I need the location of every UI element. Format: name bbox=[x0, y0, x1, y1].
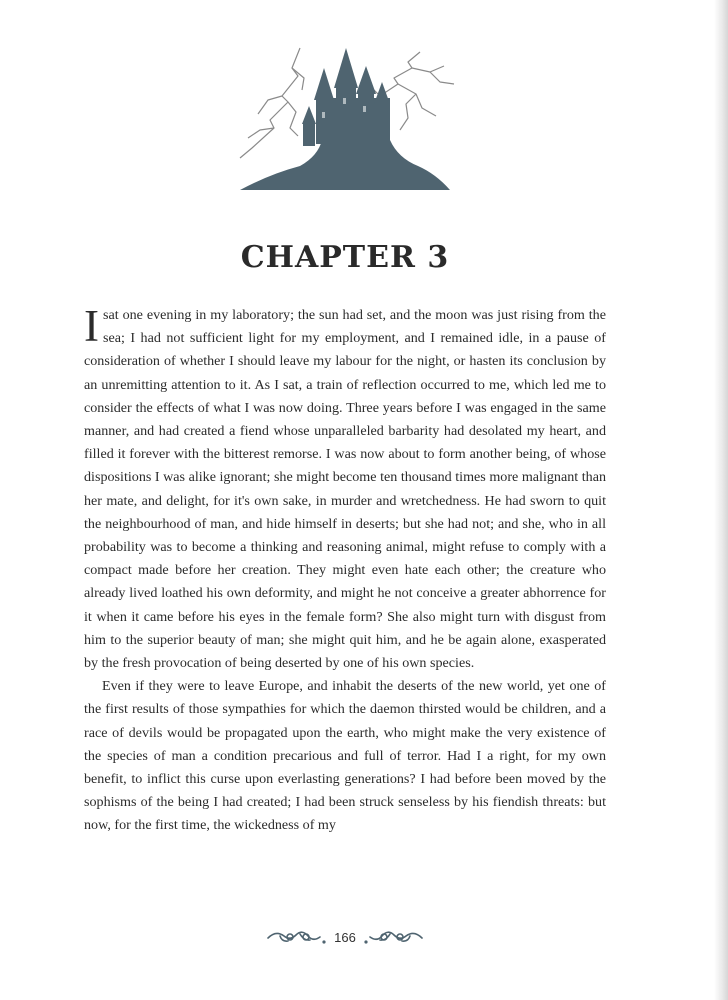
page-number: 166 bbox=[334, 929, 356, 945]
ornament-flourish-left-icon bbox=[266, 926, 328, 948]
paragraph-2: Even if they were to leave Europe, and inhabit the deserts of the new world, yet one of the first results of those sympathies for which the daemon thirsted would be children, and a race of devils would be propagated upon the earth, who might make the very existence of the species of man a condition precarious and full of terror. Had I a right, for my own benefit, to inflict this curse upon everlasting generations? I had before been moved by the sophisms of the being I had created; I had been struck senseless by his fiendish threats: but now, for the first time, the wickedness of my bbox=[84, 678, 606, 834]
drop-cap: I bbox=[84, 301, 99, 351]
paragraph-1 bbox=[84, 301, 606, 675]
chapter-body bbox=[84, 301, 606, 838]
paragraph-1-text: sat one evening in my laboratory; the sun had set, and the moon was just rising from the sea; I had not sufficient light for my employment, and I remained idle, in a pause of consideration of whether I should leave my labour for the night, or hasten its conclusion by an unremitting attention to it. As I sat, a train of reflection occurred to me, which led me to consider the effects of what I was now doing. Three years before I was engaged in the same manner, and had created a fiend whose unparalleled barbarity had desolated my heart, and filled it forever with the bitterest remorse. I was now about to form another being, of whose dispositions I was alike ignorant; she might become ten thousand times more malignant than her mate, and delight, for it's own sake, in murder and wretchedness. He had sworn to quit the neighbourhood of man, and hide himself in deserts; but she had not; and she, who in all probability was to become a thinking and reasoning animal, might refuse to comply with a compact made before her creation. They might even hate each other; the creature who already lived loathed his own deformity, and might he not conceive a greater abhorrence for it when it came before his eyes in the female form? She also might turn with disgust from him to the superior beauty of man; she might quit him, and he be again alone, exasperated by the fresh provocation of being deserted by one of his own species. bbox=[84, 307, 606, 672]
ornament-flourish-right-icon bbox=[362, 926, 424, 948]
page-footer bbox=[0, 922, 690, 952]
chapter-title: CHAPTER 3 bbox=[240, 240, 450, 275]
castle-illustration bbox=[230, 38, 460, 198]
page-edge bbox=[714, 0, 728, 1000]
